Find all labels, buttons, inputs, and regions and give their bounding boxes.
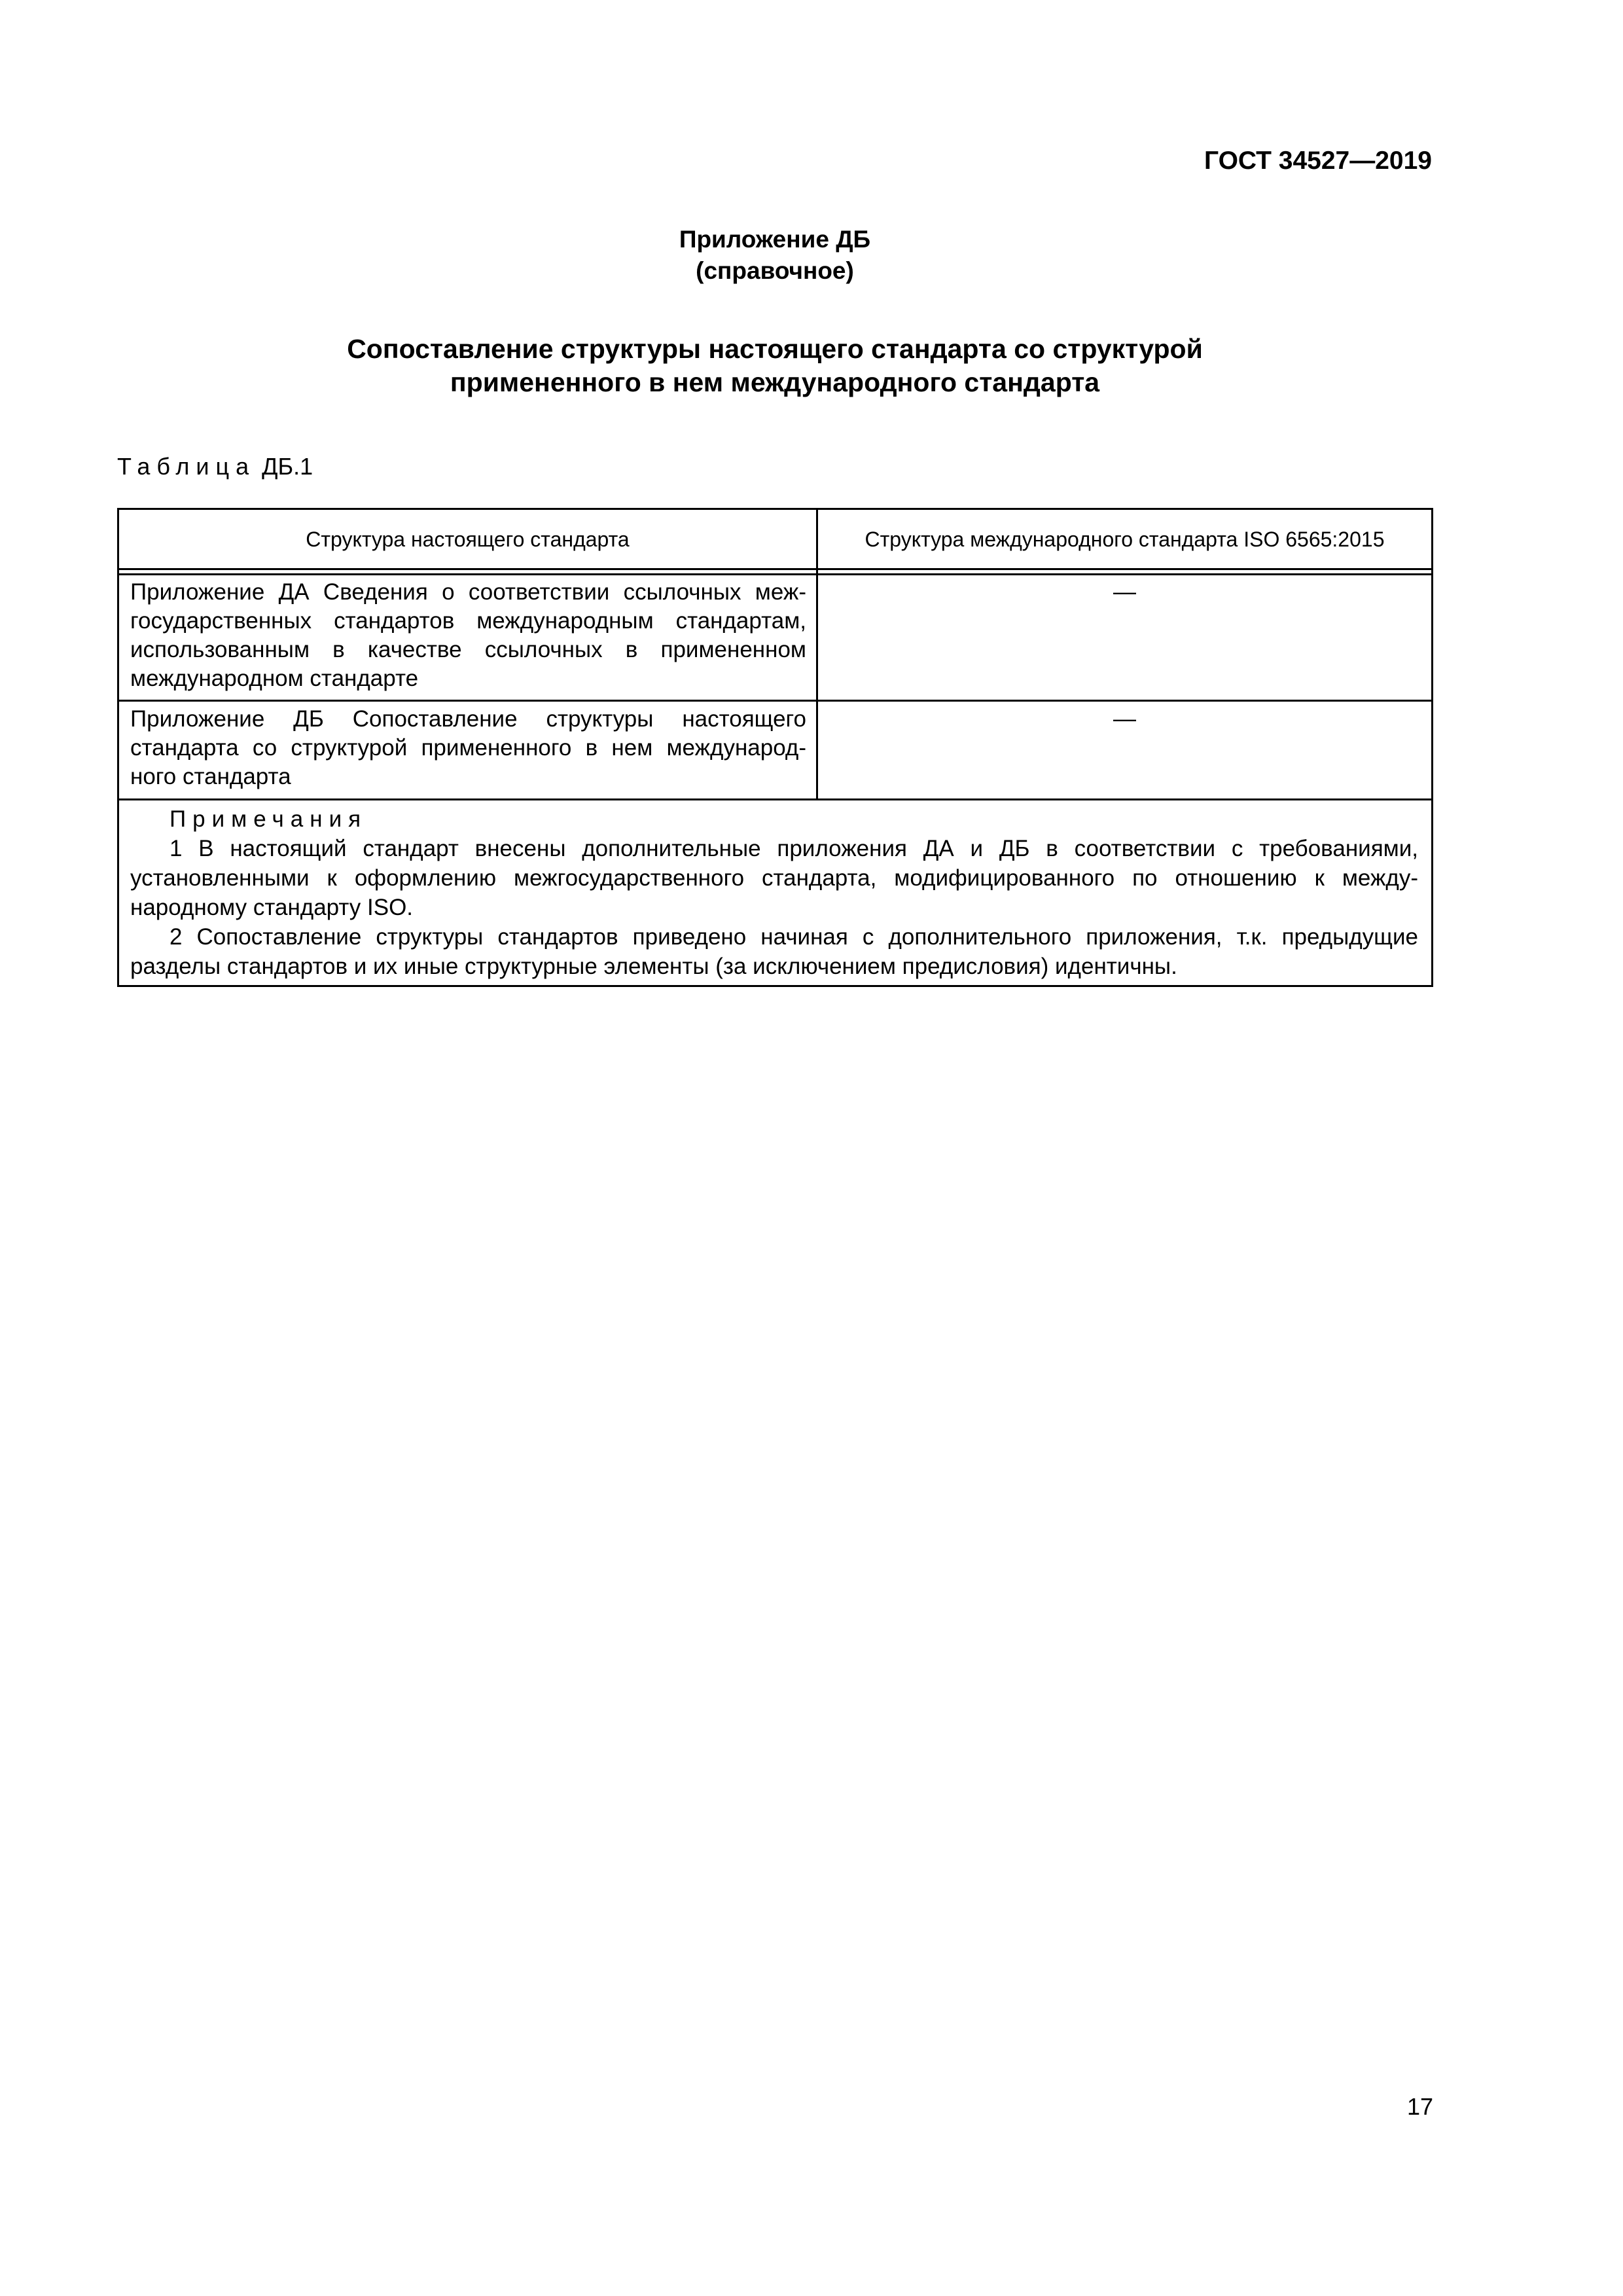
table-row-1-right: — <box>1113 579 1136 605</box>
note-1-line: установленными к оформлению межгосударственного стандарта, модифицированного по отношению к между- <box>130 865 1418 891</box>
table-cell-line: международном стандарте <box>130 666 419 691</box>
table-cell-line: Приложение ДА Сведения о соответствии ссылочных меж- <box>130 579 806 605</box>
note-2-line: разделы стандартов и их иные структурные элементы (за исключением предисловия) идентичны. <box>130 954 1177 979</box>
section-heading-line-2: примененного в нем международного стандарта <box>450 367 1100 397</box>
note-1-line: 1 В настоящий стандарт внесены дополнительные приложения ДА и ДБ в соответствии с требованиями, <box>169 836 1418 861</box>
row-separator <box>119 700 1431 702</box>
table-caption <box>117 452 313 482</box>
table-cell-line: стандарта со структурой примененного в нем международ- <box>130 735 806 761</box>
column-header-international-standard: Структура международного стандарта ISO 6565:2015 <box>865 527 1385 551</box>
header-rule-bottom <box>119 573 1431 575</box>
table-notes <box>130 804 1418 981</box>
table-row-2-left <box>130 705 806 791</box>
header-rule-top <box>119 568 1431 570</box>
document-code: ГОСТ 34527—2019 <box>1204 147 1432 175</box>
notes-separator <box>119 798 1431 800</box>
table-cell-line: ного стандарта <box>130 764 291 789</box>
table-caption-label: Таблица <box>117 453 256 480</box>
column-separator <box>816 510 818 800</box>
table-caption-number: ДБ.1 <box>262 453 313 480</box>
note-1-line: народному стандарту ISO. <box>130 895 414 920</box>
table-cell-line: использованным в качестве ссылочных в примененном <box>130 637 806 662</box>
section-heading-line-1: Сопоставление структуры настоящего стандарта со структурой <box>347 334 1203 364</box>
page-number: 17 <box>1406 2093 1433 2120</box>
table-row-2-right: — <box>1113 706 1136 732</box>
comparison-table <box>117 508 1433 987</box>
note-2-line: 2 Сопоставление структуры стандартов приведено начиная с дополнительного приложения, т.к. предыдущие <box>169 924 1418 950</box>
table-cell-line: государственных стандартов международным стандартам, <box>130 608 806 634</box>
notes-heading: Примечания <box>169 806 368 832</box>
appendix-title: Приложение ДБ <box>679 226 871 253</box>
table-row-1-left <box>130 578 806 693</box>
table-cell-line: Приложение ДБ Сопоставление структуры настоящего <box>130 706 806 732</box>
column-header-current-standard: Структура настоящего стандарта <box>306 527 630 551</box>
appendix-subtitle: (справочное) <box>696 257 854 284</box>
